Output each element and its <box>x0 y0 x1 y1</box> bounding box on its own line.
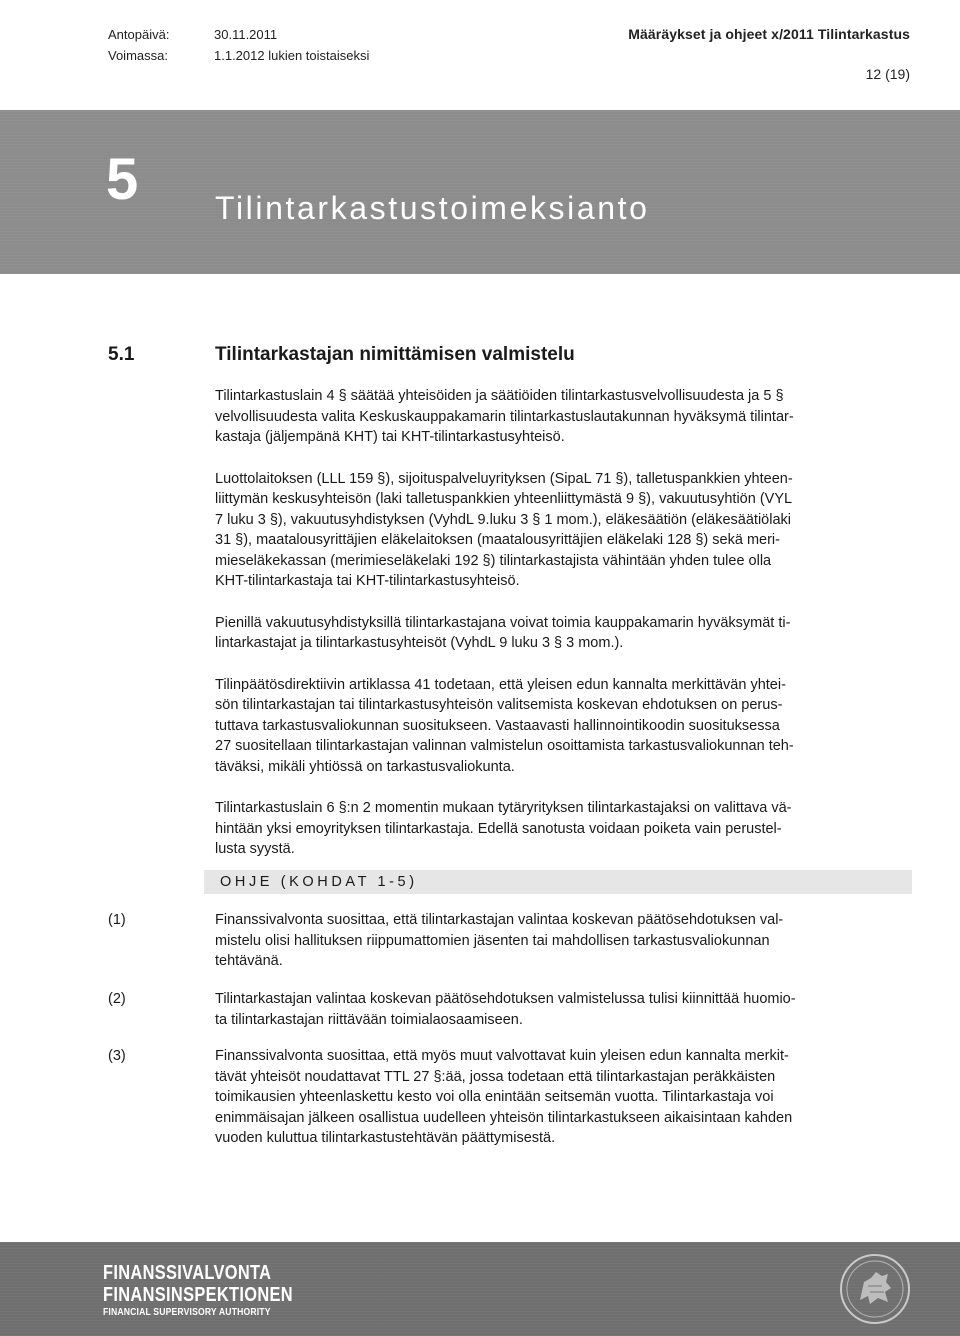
text-line: Finanssivalvonta suosittaa, että myös muut valvottavat kuin yleisen edun kannalta merkit- <box>215 1048 789 1064</box>
text-line: mistelu olisi hallituksen riippumattomien jäsenten tai mahdollisen tarkastusvaliokunnan <box>215 932 770 949</box>
text-line: lintarkastajat ja tilintarkastusyhteisöt (VyhdL 9 luku 3 § 3 mom.). <box>215 635 624 651</box>
text-line: täväksi, mikäli yhtiössä on tarkastusvaliokunta. <box>215 758 515 775</box>
received-label: Antopäivä: <box>108 27 170 42</box>
valid-label: Voimassa: <box>108 48 168 63</box>
guidance-item-text <box>215 989 908 1030</box>
text-line: mieseläkekassan (merimieseläkelaki 192 §) tilintarkastajista vähintään yhden tulee olla <box>215 552 772 569</box>
text-line: hintään yksi emoyrityksen tilintarkastaja. Edellä sanotusta voidaan poiketa vain perustel- <box>215 820 782 837</box>
guidance-item-number: (2) <box>108 991 126 1007</box>
section-number: 5.1 <box>108 344 135 365</box>
text-line: tuttava tarkastusvaliokunnan suositukseen. Vastaavasti hallinnointikoodin suosituksessa <box>215 717 780 734</box>
chapter-number: 5 <box>106 147 139 212</box>
document-title: Määräykset ja ohjeet x/2011 Tilintarkastus <box>628 26 910 42</box>
body-text <box>215 386 908 881</box>
text-line: liittymän keskusyhteisön (laki talletuspankkien yhteenliittymästä 9 §), vakuutusyhtiön (VYL <box>215 491 793 507</box>
footer-band <box>0 1242 960 1336</box>
text-line: tehtävänä. <box>215 953 283 969</box>
paragraph <box>215 386 908 448</box>
section-title: Tilintarkastajan nimittämisen valmistelu <box>215 344 575 365</box>
valid-row <box>108 45 369 66</box>
guidance-item-number: (1) <box>108 912 126 928</box>
text-line: kastaja (jäljempänä KHT) tai KHT-tilintarkastusyhteisö. <box>215 429 565 445</box>
chapter-banner <box>0 110 960 274</box>
text-line: vuoden kuluttua tilintarkastustehtävän päättymisestä. <box>215 1130 556 1146</box>
text-line: enimmäisajan jälkeen osallistua uudelleen yhteisön tilintarkastukseen aikaisintaan kahden <box>215 1109 793 1126</box>
guidance-item-text <box>215 1046 908 1149</box>
text-line: Finanssivalvonta suosittaa, että tilintarkastajan valintaa koskevan päätösehdotuksen val- <box>215 912 784 928</box>
logo-line-3: FINANCIAL SUPERVISORY AUTHORITY <box>103 1307 271 1318</box>
text-line: ta tilintarkastajan riittävään toimialaosaamiseen. <box>215 1011 523 1028</box>
lion-coat-of-arms-icon <box>838 1252 912 1326</box>
paragraph <box>215 798 908 860</box>
received-date: 30.11.2011 <box>214 27 278 42</box>
document-meta <box>108 24 369 66</box>
text-line: Tilintarkastuslain 4 § säätää yhteisöiden ja säätiöiden tilintarkastusvelvollisuudesta ja 5 § <box>215 388 784 404</box>
guidance-item-number: (3) <box>108 1048 126 1064</box>
page-number: 12 (19) <box>865 66 910 82</box>
guidance-heading-bar <box>204 870 912 894</box>
text-line: Luottolaitoksen (LLL 159 §), sijoituspalveluyrityksen (SipaL 71 §), talletuspankkien yhteen- <box>215 470 793 487</box>
text-line: Tilintarkastuslain 6 §:n 2 momentin mukaan tytäryrityksen tilintarkastajaksi on valittava vä- <box>215 800 792 816</box>
logo-line-2: FINANSINSPEKTIONEN <box>103 1284 293 1306</box>
guidance-heading: OHJE (KOHDAT 1-5) <box>220 874 418 890</box>
text-line: Tilinpäätösdirektiivin artiklassa 41 todetaan, että yleisen edun kannalta merkittävän yhtei- <box>215 676 786 693</box>
text-line: 7 luku 3 §), vakuutusyhdistyksen (VyhdL 9.luku 3 § 1 mom.), eläkesäätiön (eläkesäätiölaki <box>215 511 792 528</box>
text-line: tävät yhteisöt noudattavat TTL 27 §:ää, jossa todetaan että tilintarkastajan peräkkäisten <box>215 1068 776 1085</box>
valid-date: 1.1.2012 lukien toistaiseksi <box>214 48 370 63</box>
section-heading <box>108 344 575 366</box>
logo-line-1: FINANSSIVALVONTA <box>103 1262 272 1284</box>
text-line: velvollisuudesta valita Keskuskauppakamarin tilintarkastuslautakunnan hyväksymä tilintar- <box>215 408 794 425</box>
guidance-item-text <box>215 910 908 972</box>
text-line: 31 §), maatalousyrittäjien eläkelaitoksen (maatalousyrittäjien eläkelaki 128 §) sekä meri- <box>215 532 780 548</box>
text-line: toimikausien yhteenlaskettu kesto voi olla enintään seitsemän vuotta. Tilintarkastaja voi <box>215 1089 774 1105</box>
text-line: sön tilintarkastajan tai tilintarkastusyhteisön valitsemista koskevan ehdotuksen on perus- <box>215 697 783 713</box>
text-line: 27 suositellaan tilintarkastajan valinnan valmistelun osoittamista tarkastusvaliokunnan teh- <box>215 738 794 754</box>
paragraph <box>215 469 908 592</box>
chapter-title: Tilintarkastustoimeksianto <box>215 190 650 226</box>
text-line: Pienillä vakuutusyhdistyksillä tilintarkastajana voivat toimia kauppakamarin hyväksymät ti- <box>215 614 791 631</box>
text-line: KHT-tilintarkastaja tai KHT-tilintarkastusyhteisö. <box>215 573 520 589</box>
text-line: lusta syystä. <box>215 841 295 857</box>
paragraph <box>215 613 908 654</box>
text-line: Tilintarkastajan valintaa koskevan päätösehdotuksen valmistelussa tulisi kiinnittää huomio- <box>215 991 796 1007</box>
finanssivalvonta-logo <box>103 1262 335 1319</box>
paragraph <box>215 675 908 778</box>
received-row <box>108 24 369 45</box>
